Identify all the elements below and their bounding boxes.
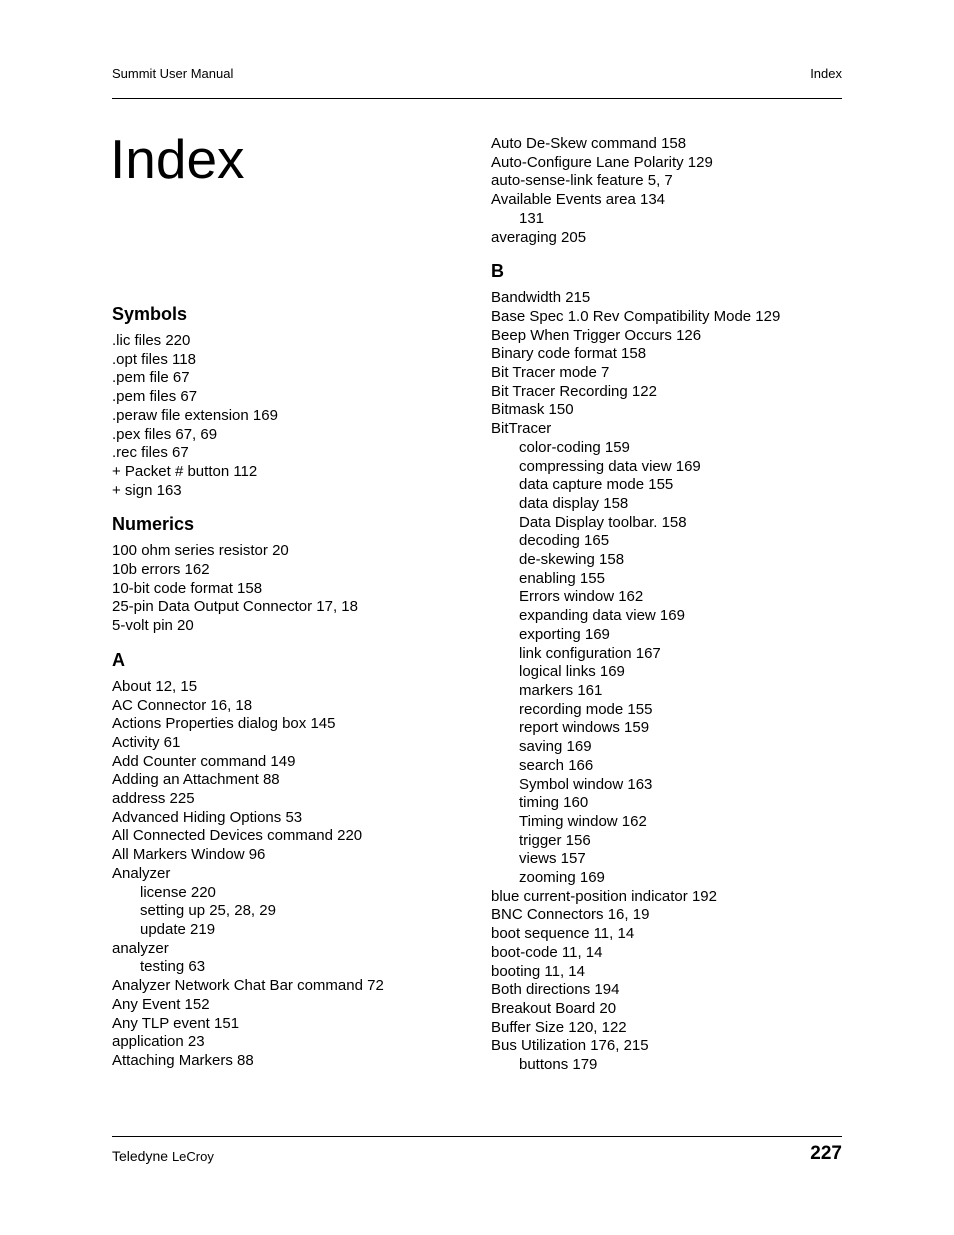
index-entry: 10-bit code format 158: [112, 579, 263, 597]
index-entry: Bit Tracer mode 7: [491, 364, 610, 382]
index-entry: All Markers Window 96: [112, 846, 266, 864]
index-subentry: 131: [519, 209, 545, 227]
index-subentry: license 220: [140, 883, 216, 901]
index-section-heading: B: [491, 261, 504, 282]
index-subentry: zooming 169: [519, 869, 605, 887]
index-entry: BNC Connectors 16, 19: [491, 906, 650, 924]
page-number: 227: [810, 1143, 842, 1164]
running-header-section: Index: [810, 66, 842, 81]
index-subentry: de-skewing 158: [519, 551, 625, 569]
index-entry: application 23: [112, 1033, 205, 1051]
index-entry: AC Connector 16, 18: [112, 696, 253, 714]
index-entry: 25-pin Data Output Connector 17, 18: [112, 598, 358, 616]
index-section: [112, 648, 482, 1071]
index-entry: Analyzer Network Chat Bar command 72: [112, 977, 384, 995]
index-subentry: expanding data view 169: [519, 607, 685, 625]
index-subentry: buttons 179: [519, 1056, 598, 1074]
index-section: [491, 135, 861, 247]
footer-company: [112, 1147, 214, 1166]
index-subentry: update 219: [140, 920, 216, 938]
index-subentry: Errors window 162: [519, 588, 644, 606]
index-entry: 100 ohm series resistor 20: [112, 542, 289, 560]
index-entry-list: [491, 289, 861, 1075]
index-entry: blue current-position indicator 192: [491, 887, 717, 905]
index-entry: .opt files 118: [112, 350, 196, 368]
index-subentry: timing 160: [519, 794, 589, 812]
index-entry: Available Events area 134: [491, 191, 666, 209]
index-section: [491, 259, 861, 1075]
running-header-title: Summit User Manual: [112, 66, 234, 81]
index-entry: .pex files 67, 69: [112, 425, 218, 443]
index-entry: Auto De-Skew command 158: [491, 135, 687, 152]
index-subentry: logical links 169: [519, 663, 625, 681]
index-section: [112, 512, 482, 636]
page-title: Index: [110, 128, 245, 190]
index-subentry: color-coding 159: [519, 438, 630, 456]
index-section-heading: A: [112, 649, 125, 670]
index-entry: .rec files 67: [112, 444, 189, 462]
index-entry: 10b errors 162: [112, 561, 210, 579]
index-entry-list: [112, 332, 482, 500]
index-entry: boot sequence 11, 14: [491, 925, 635, 943]
index-subentry: search 166: [519, 756, 594, 774]
index-subentry: trigger 156: [519, 831, 591, 849]
index-entry: + sign 163: [112, 481, 182, 499]
index-subentry: enabling 155: [519, 569, 605, 587]
index-subentry: exporting 169: [519, 625, 610, 643]
index-entry: Activity 61: [112, 733, 181, 751]
header-rule: [112, 98, 842, 99]
index-entry: auto-sense-link feature 5, 7: [491, 172, 673, 190]
index-entry: Binary code format 158: [491, 345, 647, 363]
index-entry-list: [112, 542, 482, 636]
index-subentry: data capture mode 155: [519, 476, 674, 494]
index-entry: BitTracer: [491, 420, 552, 438]
index-entry: All Connected Devices command 220: [112, 827, 363, 845]
index-entry: boot-code 11, 14: [491, 943, 603, 961]
index-entry: Analyzer: [112, 864, 171, 882]
footer-rule: [112, 1136, 842, 1137]
index-entry: Any TLP event 151: [112, 1014, 240, 1032]
index-subentry: views 157: [519, 850, 586, 868]
index-subentry: Timing window 162: [519, 812, 647, 830]
index-entry-list: [491, 135, 861, 247]
index-column-right: [491, 135, 861, 1087]
index-entry: Both directions 194: [491, 981, 620, 999]
index-subentry: report windows 159: [519, 719, 650, 737]
index-entry: .pem file 67: [112, 369, 190, 387]
index-subentry: decoding 165: [519, 532, 610, 550]
index-entry: About 12, 15: [112, 677, 198, 695]
index-entry: Adding an Attachment 88: [112, 771, 280, 789]
index-subentry: link configuration 167: [519, 644, 661, 662]
index-entry: Breakout Board 20: [491, 999, 617, 1017]
index-entry: Bus Utilization 176, 215: [491, 1037, 649, 1055]
index-subentry: setting up 25, 28, 29: [140, 902, 276, 920]
index-entry: Bitmask 150: [491, 401, 574, 419]
index-section-heading: Numerics: [112, 514, 195, 535]
index-entry: analyzer: [112, 939, 169, 957]
index-section: [112, 302, 482, 500]
index-entry: .peraw file extension 169: [112, 406, 278, 424]
index-entry: Any Event 152: [112, 995, 210, 1013]
index-entry: booting 11, 14: [491, 962, 585, 980]
index-section-heading: Symbols: [112, 304, 188, 324]
index-entry: averaging 205: [491, 228, 587, 246]
index-entry: Auto-Configure Lane Polarity 129: [491, 153, 713, 171]
index-entry: .pem files 67: [112, 388, 198, 406]
index-subentry: Data Display toolbar. 158: [519, 513, 687, 531]
index-subentry: Symbol window 163: [519, 775, 653, 793]
index-entry: 5-volt pin 20: [112, 617, 194, 635]
index-entry: + Packet # button 112: [112, 462, 258, 480]
footer-company-name: Teledyne: [112, 1148, 169, 1164]
index-subentry: data display 158: [519, 494, 629, 512]
index-entry: Actions Properties dialog box 145: [112, 715, 336, 733]
index-subentry: saving 169: [519, 738, 592, 756]
index-entry: Bit Tracer Recording 122: [491, 382, 657, 400]
index-entry: Advanced Hiding Options 53: [112, 808, 303, 826]
footer-brand-name: LeCroy: [171, 1149, 214, 1164]
index-column-left: [112, 302, 482, 1083]
index-entry: Add Counter command 149: [112, 752, 296, 770]
index-entry: address 225: [112, 790, 195, 808]
index-entry: Bandwidth 215: [491, 289, 591, 307]
index-entry: .lic files 220: [112, 332, 191, 349]
index-entry: Attaching Markers 88: [112, 1051, 254, 1069]
index-entry-list: [112, 678, 482, 1071]
index-subentry: testing 63: [140, 958, 206, 976]
index-subentry: recording mode 155: [519, 700, 653, 718]
index-entry: Buffer Size 120, 122: [491, 1018, 627, 1036]
index-entry: Beep When Trigger Occurs 126: [491, 326, 702, 344]
index-entry: Base Spec 1.0 Rev Compatibility Mode 129: [491, 307, 781, 325]
index-subentry: markers 161: [519, 681, 603, 699]
index-subentry: compressing data view 169: [519, 457, 701, 475]
